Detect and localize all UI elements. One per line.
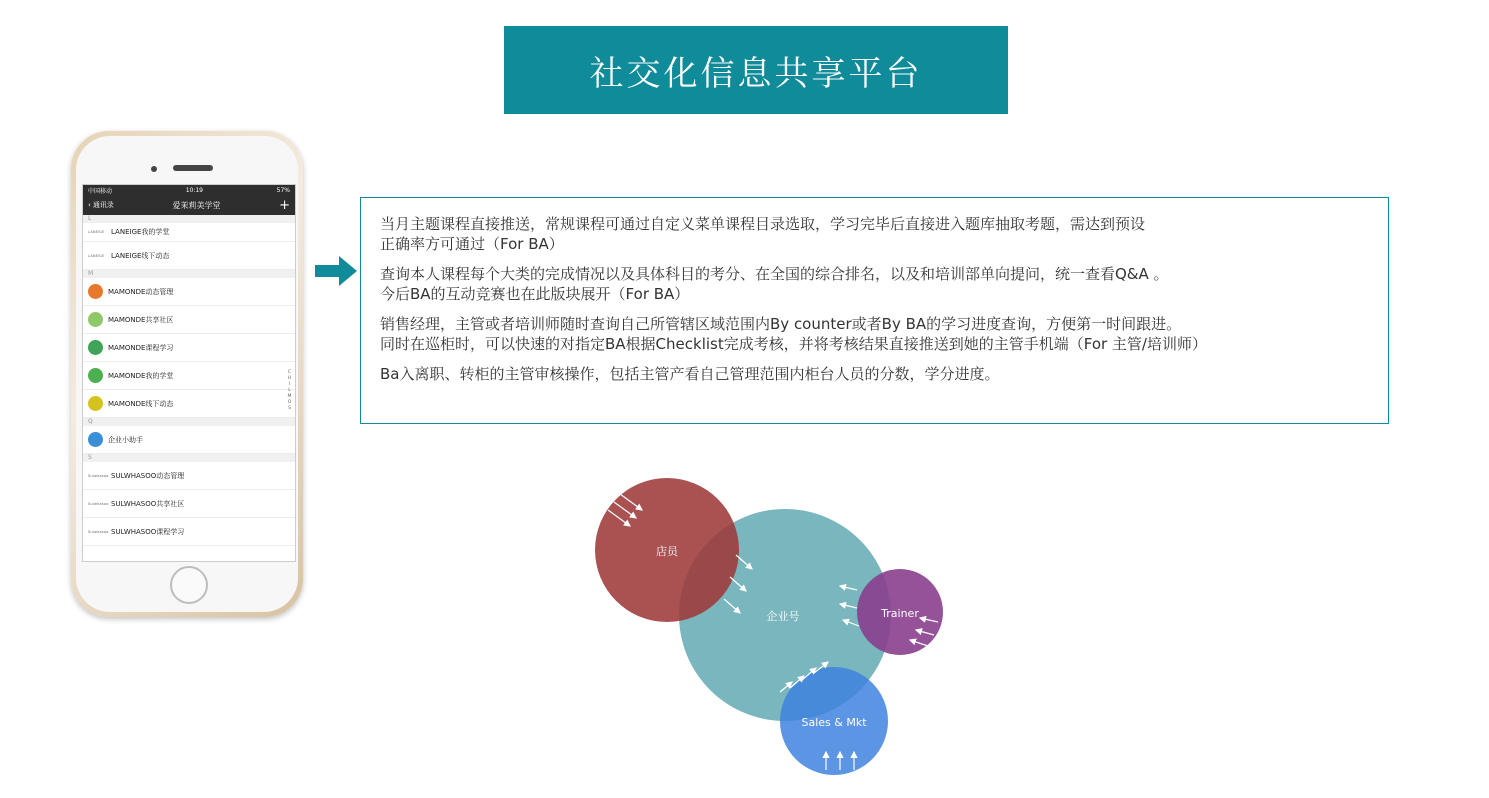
contact-name: LANEIGE线下动态: [111, 251, 170, 260]
phone-camera: [151, 166, 157, 172]
list-item[interactable]: [83, 242, 295, 270]
contact-name: MAMONDE动态管理: [108, 287, 174, 296]
description-box: [360, 197, 1389, 424]
list-item[interactable]: [83, 390, 295, 418]
avatar-icon: [88, 312, 103, 327]
enterprise-label: 企业号: [766, 610, 800, 623]
description-line: 同时在巡柜时，可以快速的对指定BA根据Checklist完成考核，并将考核结果直接推送到她的主管手机端（For 主管/培训师）: [380, 335, 1207, 353]
description-paragraph: [380, 264, 1369, 304]
nav-title: 爱茉莉美学堂: [172, 200, 221, 210]
index-letter[interactable]: H: [287, 376, 292, 381]
plus-icon[interactable]: +: [279, 197, 290, 213]
brand-logo-icon: LANEIGE: [88, 230, 105, 234]
avatar-icon: [88, 340, 103, 355]
contact-name: SULWHASOO共享社区: [111, 499, 185, 508]
back-button[interactable]: [88, 200, 114, 210]
list-item[interactable]: [83, 490, 295, 518]
contact-name: SULWHASOO课程学习: [111, 527, 185, 536]
chevron-left-icon: ‹: [88, 201, 91, 209]
list-item[interactable]: [83, 334, 295, 362]
home-button[interactable]: [170, 566, 208, 604]
brand-logo-icon: Sulwhasoo: [88, 501, 109, 506]
contact-name: MAMONDE我的学堂: [108, 371, 174, 380]
index-letter[interactable]: L: [288, 388, 291, 393]
brand-logo-icon: Sulwhasoo: [88, 473, 109, 478]
description-line: 销售经理，主管或者培训师随时查询自己所管辖区域范围内By counter或者By BA的学习进度查询，方便第一时间跟进。: [380, 315, 1182, 333]
section-header: M: [83, 270, 295, 278]
trainer-label: Trainer: [881, 607, 919, 620]
index-letter[interactable]: S: [288, 406, 291, 411]
store-staff-label: 店员: [656, 545, 678, 558]
arrow-right-icon: [315, 256, 357, 286]
description-paragraph: [380, 314, 1369, 354]
list-item[interactable]: [83, 306, 295, 334]
section-header: Q: [83, 418, 295, 426]
section-header: L: [83, 215, 295, 223]
list-item[interactable]: [83, 362, 295, 390]
back-label: 通讯录: [92, 201, 114, 209]
phone-screen: [82, 184, 296, 562]
clock-label: 10:19: [185, 186, 203, 194]
list-item[interactable]: [83, 518, 295, 546]
index-letter[interactable]: C: [287, 370, 292, 375]
description-paragraph: [380, 364, 1369, 384]
brand-logo-icon: Sulwhasoo: [88, 529, 109, 534]
description-line: 正确率方可通过（For BA）: [380, 235, 564, 253]
contact-name: 企业小助手: [108, 435, 143, 444]
page-title: 社交化信息共享平台: [589, 53, 923, 94]
index-letter[interactable]: M: [287, 394, 292, 399]
description-paragraph: [380, 214, 1369, 254]
carrier-label: 中国移动: [88, 187, 113, 195]
contact-list: [83, 215, 295, 546]
avatar-icon: [88, 368, 103, 383]
avatar-icon: [88, 396, 103, 411]
battery-label: 57%: [276, 186, 290, 194]
relationship-diagram: [560, 460, 960, 790]
contact-name: SULWHASOO动态管理: [111, 471, 185, 480]
brand-logo-icon: LANEIGE: [88, 253, 105, 258]
page-title-banner: [504, 26, 1008, 114]
description-line: 查询本人课程每个大类的完成情况以及具体科目的考分、在全国的综合排名，以及和培训部单向提问，统一查看Q&A 。: [380, 265, 1169, 283]
contact-name: MAMONDE线下动态: [108, 399, 174, 408]
contact-name: LANEIGE我的学堂: [111, 228, 170, 236]
index-letter[interactable]: I: [288, 382, 291, 387]
list-item[interactable]: [83, 426, 295, 454]
nav-bar: [83, 195, 295, 215]
avatar-icon: [88, 432, 103, 447]
section-header: S: [83, 454, 295, 462]
status-bar: [83, 185, 295, 195]
description-line: 今后BA的互动竞赛也在此版块展开（For BA）: [380, 285, 690, 303]
alphabet-index[interactable]: [287, 370, 292, 412]
contact-name: MAMONDE共享社区: [108, 315, 174, 324]
avatar-icon: [88, 284, 103, 299]
sales-mkt-label: Sales & Mkt: [801, 716, 867, 729]
description-line: Ba入离职、转柜的主管审核操作，包括主管产看自己管理范围内柜台人员的分数，学分进度。: [380, 365, 1000, 383]
contact-name: MAMONDE课程学习: [108, 343, 174, 352]
phone-speaker: [173, 165, 213, 171]
list-item[interactable]: [83, 462, 295, 490]
index-letter[interactable]: O: [287, 400, 292, 405]
list-item[interactable]: [83, 278, 295, 306]
list-item[interactable]: [83, 223, 295, 242]
description-line: 当月主题课程直接推送，常规课程可通过自定义菜单课程目录选取，学习完毕后直接进入题库抽取考题，需达到预设: [380, 215, 1146, 233]
